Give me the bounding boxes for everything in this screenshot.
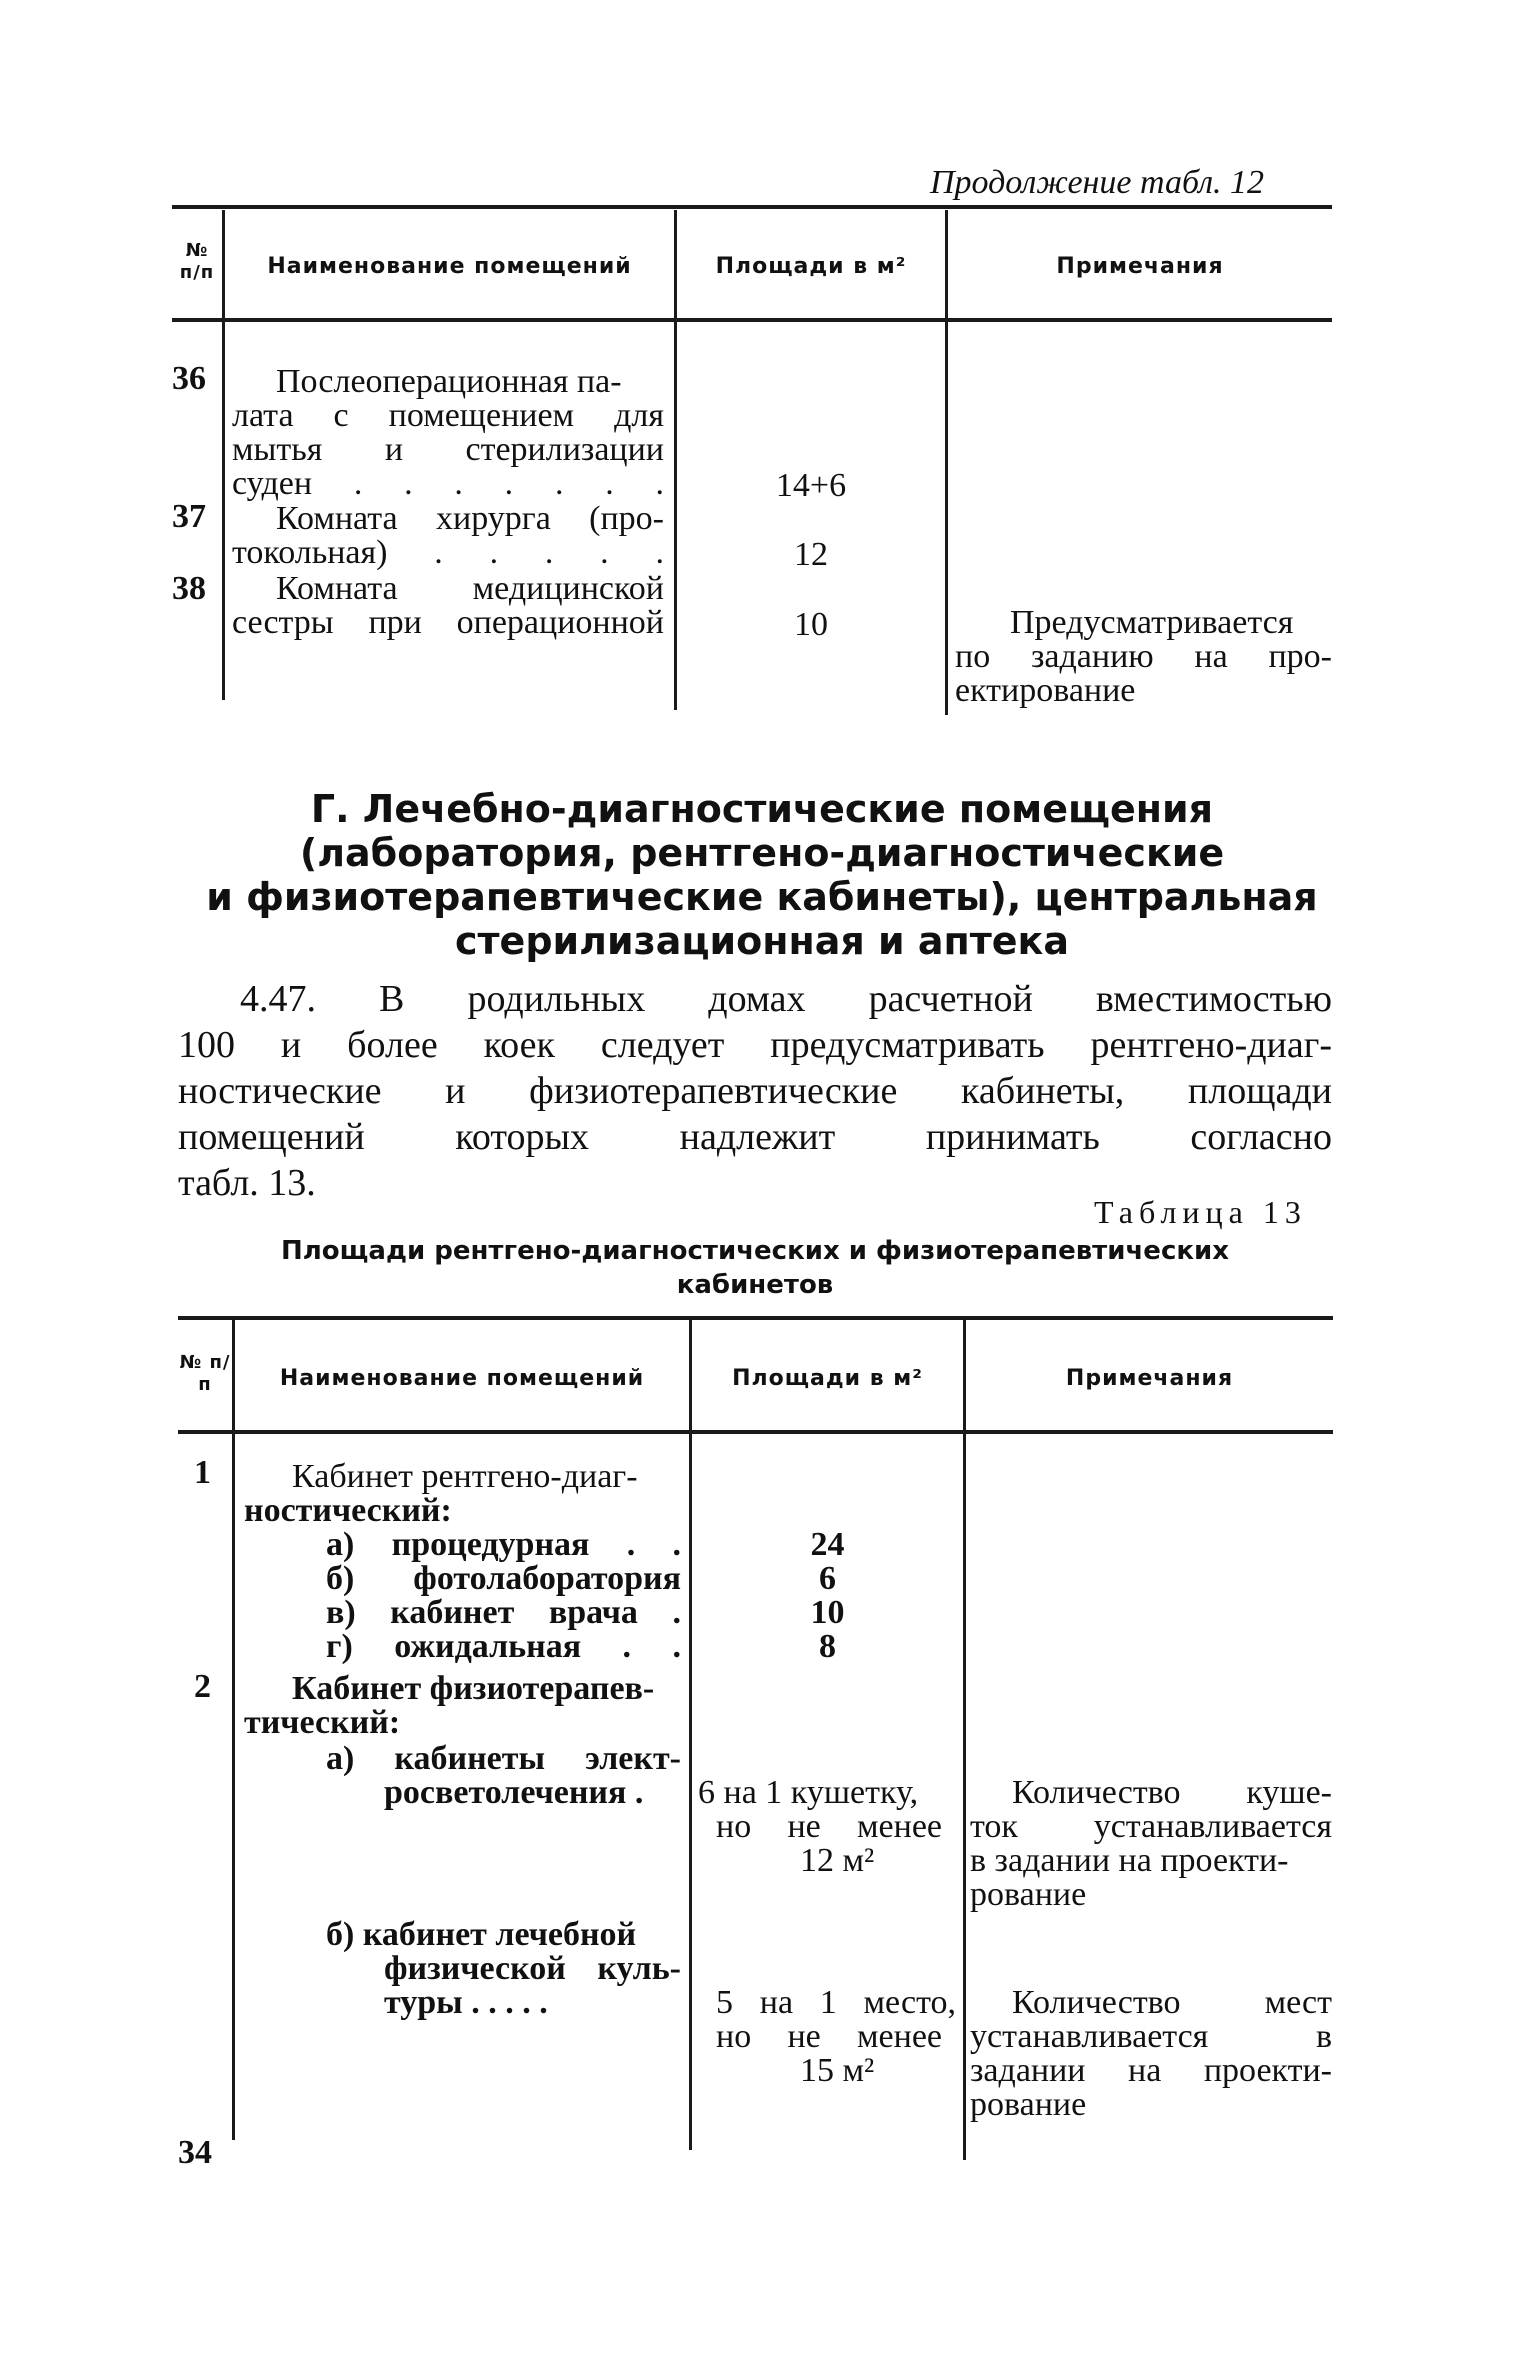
table13-label: Таблица 13 (1094, 1194, 1307, 1230)
table13-row-1-area: 24 (810, 1526, 845, 1563)
paragraph-line: 100 и более коек следует предусматривать рентгено-диаг- (178, 1024, 1332, 1066)
table12-header-name: Наименование помещений (267, 254, 632, 279)
table13-title-line: кабинетов (676, 1270, 834, 1300)
paragraph-line: помещений которых надлежит принимать согласно (178, 1116, 1332, 1158)
table12-top-rule (172, 205, 1332, 209)
table13-row-1-name-line: ностический: (244, 1492, 452, 1529)
table13-header-rule (178, 1430, 1333, 1434)
table12-header-area: Площади в м² (715, 254, 907, 279)
table12-row-38-note-line: Предусматривается (1010, 604, 1294, 641)
table12-row-36-name-line: Послеоперационная па- (276, 363, 622, 400)
table12-row-38-name-line: сестры при операционной (232, 604, 664, 641)
table13-row-1-area: 6 (819, 1560, 836, 1597)
table12-row-38-area: 10 (794, 606, 828, 643)
section-heading-line: и физиотерапевтические кабинеты), центральная (206, 875, 1318, 919)
table13-row-2-name-line: физической куль- (384, 1950, 681, 1987)
table12-row-37-num: 37 (172, 498, 206, 535)
table13-row-2-name-line: туры . . . . . (384, 1984, 548, 2021)
section-heading-line: (лаборатория, рентгено-диагностические (299, 831, 1225, 875)
table13-row-2b-note: устанавливается в (970, 2018, 1332, 2055)
table13-row-2a-note: рование (970, 1876, 1087, 1913)
table12-row-37-area: 12 (794, 536, 828, 573)
paragraph-line: табл. 13. (178, 1162, 316, 1204)
table12-header-rule (172, 318, 1332, 322)
table13-row-1-name-line: в) кабинет врача . (326, 1594, 681, 1631)
table12-row-37-name-line: Комната хирурга (про- (276, 500, 664, 537)
table13-row-2b-note: задании на проекти- (970, 2052, 1332, 2089)
section-heading-line: стерилизационная и аптека (455, 919, 1069, 963)
table13-title-line: Площади рентгено-диагностических и физиотерапевтических (281, 1236, 1229, 1266)
table12-header-num: № п/п (179, 240, 215, 283)
table13-row-2-name-line: б) кабинет лечебной (326, 1916, 637, 1953)
table13-row-2-name-line: тический: (244, 1704, 401, 1741)
table13-row-2b-note: рование (970, 2086, 1087, 2123)
table12-row-36-area: 14+6 (775, 467, 847, 504)
table12-row-38-note-line: ектирование (955, 672, 1136, 709)
page-number: 34 (178, 2134, 212, 2171)
table13-row-2b-area: 5 на 1 место, (716, 1984, 956, 2021)
table12-row-36-name-line: суден . . . . . . . (232, 465, 664, 502)
table12-divider-3 (945, 210, 948, 715)
table13-row-1-num: 1 (194, 1454, 211, 1491)
table13-row-2a-note: в задании на проекти- (970, 1842, 1289, 1879)
table12-row-38-note-line: по заданию на про- (955, 638, 1332, 675)
table12-row-37-name-line: токольная) . . . . . (232, 534, 664, 571)
table13-row-2a-area: но не менее (716, 1808, 942, 1845)
section-heading-line: Г. Лечебно-диагностические помещения (310, 787, 1214, 831)
table12-row-36-name-line: мытья и стерилизации (232, 431, 664, 468)
table13-row-2b-note: Количество мест (1012, 1984, 1332, 2021)
table13-row-2a-area: 6 на 1 кушетку, (698, 1774, 919, 1811)
table13-row-1-name-line: г) ожидальная . . (326, 1628, 681, 1665)
table12-row-38-num: 38 (172, 570, 206, 607)
table13-row-2-name-line: а) кабинеты элект- (326, 1740, 681, 1777)
table13-row-2-name-line: росветолечения . (384, 1774, 644, 1811)
table13-divider-1 (232, 1320, 235, 2140)
table13-divider-3 (963, 1320, 966, 2160)
table13-row-2b-area: 15 м² (800, 2052, 875, 2089)
table13-row-2a-area: 12 м² (800, 1842, 875, 1879)
table13-row-2-name-line: Кабинет физиотерапев- (292, 1670, 655, 1707)
table13-header-notes: Примечания (1065, 1366, 1234, 1391)
paragraph-line: 4.47. В родильных домах расчетной вместимостью (240, 978, 1332, 1020)
table13-divider-2 (689, 1320, 692, 2150)
table13-row-1-area: 10 (810, 1594, 845, 1631)
table12-row-38-name-line: Комната медицинской (276, 570, 664, 607)
table12-header-notes: Примечания (1056, 254, 1224, 279)
table13-row-1-area: 8 (819, 1628, 836, 1665)
table12-row-36-name-line: лата с помещением для (232, 397, 664, 434)
table13-row-1-name-line: б) фотолаборатория (326, 1560, 681, 1597)
table13-row-2a-note: Количество куше- (1012, 1774, 1332, 1811)
table13-row-1-name-line: а) процедурная . . (326, 1526, 681, 1563)
table12-divider-1 (222, 210, 225, 700)
table13-header-area: Площади в м² (732, 1366, 923, 1391)
continuation-caption: Продолжение табл. 12 (930, 164, 1265, 201)
paragraph-line: ностические и физиотерапевтические кабинеты, площади (178, 1070, 1332, 1112)
table12-row-36-num: 36 (172, 360, 206, 397)
table13-header-name: Наименование помещений (279, 1366, 645, 1391)
table13-row-2b-area: но не менее (716, 2018, 942, 2055)
table13-row-2a-note: ток устанавливается (970, 1808, 1332, 1845)
table13-row-1-name-line: Кабинет рентгено-диаг- (292, 1458, 638, 1495)
table13-header-num: № п/п (179, 1352, 231, 1395)
table13-row-2-num: 2 (194, 1668, 211, 1705)
table13-top-rule (178, 1316, 1333, 1320)
